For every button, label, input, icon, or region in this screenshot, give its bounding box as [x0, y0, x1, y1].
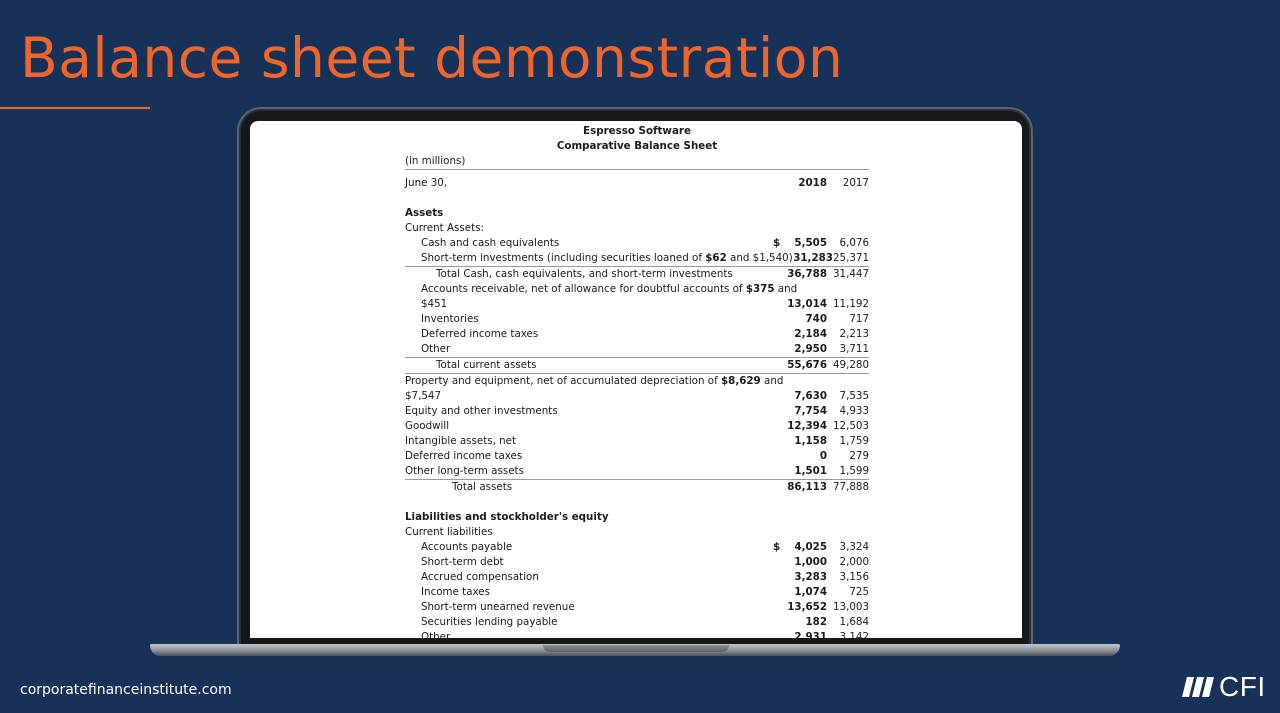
- company-name: Espresso Software: [583, 125, 691, 137]
- row-securities-lending-payable: Securities lending payable 182 1,684: [421, 616, 869, 628]
- row-cash: Cash and cash equivalents $ 5,505 6,076: [421, 237, 869, 249]
- row-other-current-assets: Other 2,950 3,711: [405, 342, 869, 358]
- laptop-screen: [250, 121, 1022, 643]
- row-short-term-debt: Short-term debt 1,000 2,000: [421, 556, 869, 568]
- year-2018-header: 2018: [798, 177, 827, 189]
- cfi-logo: [1181, 670, 1266, 704]
- column-header-row: [405, 170, 869, 197]
- subsection-current-liabilities: Current liabilities: [405, 526, 493, 538]
- row-total-current-assets: Total current assets 55,676 49,280: [405, 358, 869, 374]
- row-accounts-receivable-line1: Accounts receivable, net of allowance for doubtful accounts of $375 and: [421, 283, 798, 295]
- title-underline: [0, 107, 150, 109]
- row-accounts-payable: Accounts payable $ 4,025 3,324: [421, 541, 869, 553]
- units-label: (in millions): [405, 154, 869, 170]
- balance-sheet-document: [405, 124, 869, 645]
- row-inventories: Inventories 740 717: [421, 313, 869, 325]
- row-deferred-income-taxes-longterm: Deferred income taxes 0 279: [405, 450, 869, 462]
- cfi-stripes-icon: [1181, 673, 1215, 701]
- row-accrued-compensation: Accrued compensation 3,283 3,156: [421, 571, 869, 583]
- row-short-term-investments: Short-term investments (including securities loaned of $62 and $1,540) 31,283 25,371: [405, 251, 869, 267]
- row-equity-investments: Equity and other investments 7,754 4,933: [405, 405, 869, 417]
- section-assets: Assets: [405, 207, 444, 219]
- row-intangible-assets: Intangible assets, net 1,158 1,759: [405, 435, 869, 447]
- row-total-cash-investments: Total Cash, cash equivalents, and short-term investments 36,788 31,447: [436, 268, 869, 280]
- row-goodwill: Goodwill 12,394 12,503: [405, 420, 869, 432]
- row-deferred-income-taxes-current: Deferred income taxes 2,184 2,213: [421, 328, 869, 340]
- row-total-assets: Total assets 86,113 77,888: [452, 481, 869, 493]
- footer-url: corporatefinanceinstitute.com: [20, 682, 232, 698]
- row-other-current-liabilities: Other 2,931 3,142: [421, 631, 869, 643]
- row-property-equipment-line1: Property and equipment, net of accumulated depreciation of $8,629 and: [405, 375, 784, 387]
- subsection-current-assets: Current Assets:: [405, 222, 484, 234]
- row-income-taxes: Income taxes 1,074 725: [421, 586, 869, 598]
- row-other-long-term-assets: Other long-term assets 1,501 1,599: [405, 464, 869, 480]
- date-label: June 30,: [405, 177, 448, 189]
- section-liabilities-equity: Liabilities and stockholder's equity: [405, 511, 609, 523]
- laptop-notch: [543, 645, 729, 652]
- cfi-brand-text: CFI: [1219, 671, 1266, 702]
- row-short-term-unearned-revenue: Short-term unearned revenue 13,652 13,003: [421, 601, 869, 613]
- row-property-equipment: $7,547 7,630 7,535: [405, 390, 869, 402]
- statement-title: Comparative Balance Sheet: [556, 140, 718, 152]
- slide-title: Balance sheet demonstration: [20, 26, 844, 90]
- row-accounts-receivable: $451 13,014 11,192: [421, 298, 869, 310]
- year-2017-header: 2017: [842, 177, 869, 189]
